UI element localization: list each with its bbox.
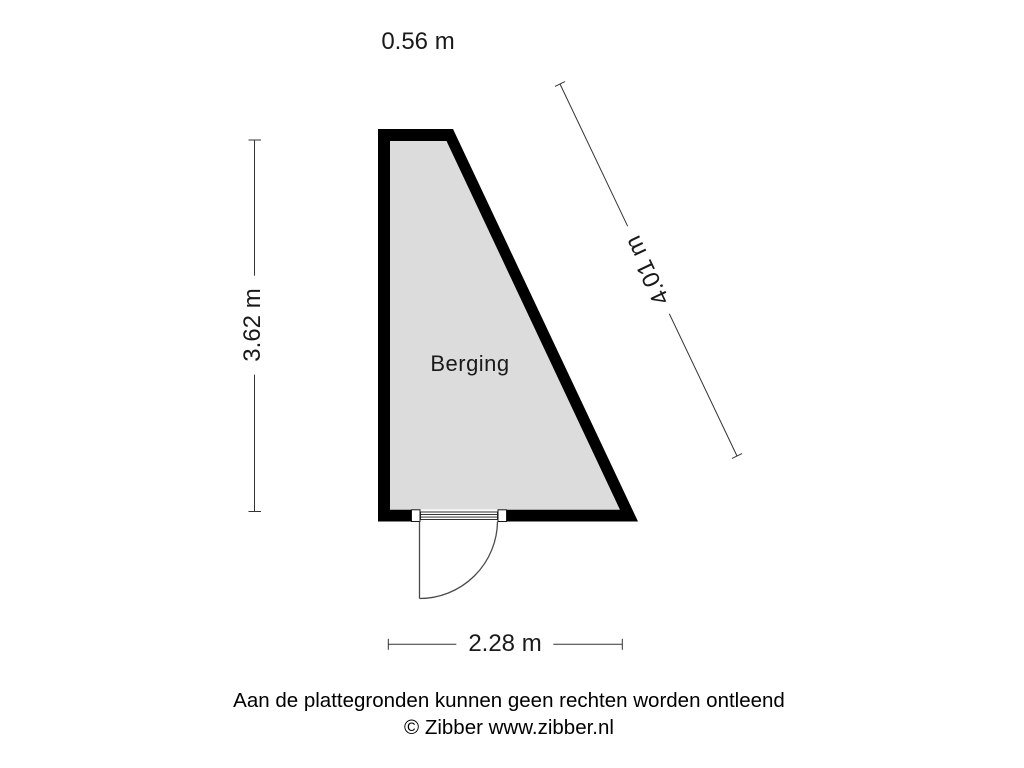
dimension-tick [555, 82, 565, 87]
footer-copyright: © Zibber www.zibber.nl [404, 715, 614, 739]
dimension-tick [732, 454, 742, 459]
dimension-label-bottom: 2.28 m [456, 631, 553, 657]
door-swing-arc [420, 522, 498, 599]
door-jamb-left [412, 510, 421, 522]
dimension-label-left: 3.62 m [240, 275, 266, 374]
room-name-label: Berging [430, 351, 510, 376]
dimension-label-top: 0.56 m [381, 27, 455, 55]
footer [233, 688, 785, 741]
room-floor [390, 141, 620, 510]
door-jamb-right [498, 510, 507, 522]
dimension-label-diagonal: 4.01 m [615, 220, 681, 319]
footer-disclaimer: Aan de plattegronden kunnen geen rechten worden ontleend [233, 689, 785, 712]
door-threshold [421, 512, 498, 520]
